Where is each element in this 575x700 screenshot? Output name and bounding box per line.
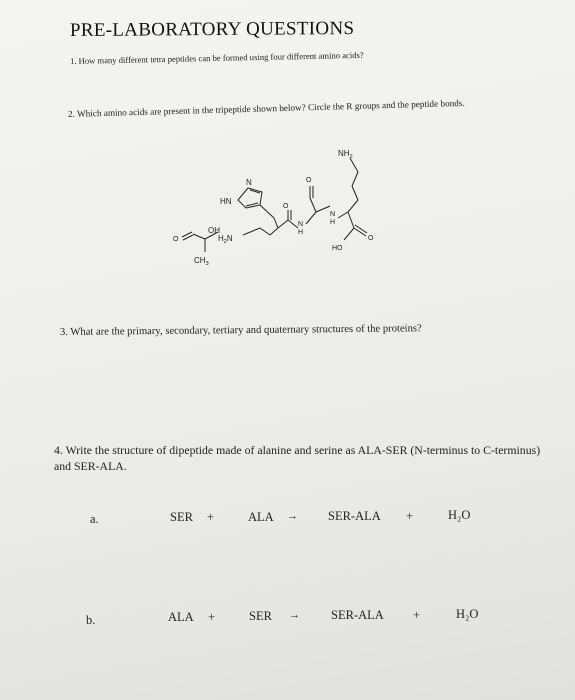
- question-3: 3. What are the primary, secondary, tertiary and quaternary structures of the proteins?: [59, 323, 422, 338]
- label-ch3: $CH_3$: [194, 256, 209, 267]
- label-ho: HO: [332, 245, 343, 252]
- question-2: 2. Which amino acids are present in the tripeptide shown below? Circle the R groups and the peptide bonds.: [67, 97, 465, 119]
- question-1: 1. How many different tetra peptides can be formed using four different amino acids?: [69, 49, 364, 66]
- label-o-4: O: [368, 235, 374, 242]
- eq-a-water: H₂O: [448, 508, 471, 522]
- eq-a-reactant-2: ALA: [248, 510, 274, 524]
- label-n-amide-2: N: [330, 211, 336, 218]
- label-h2n: $H_2N$: [218, 234, 233, 245]
- eq-a-reactant-1: SER: [170, 510, 193, 524]
- eq-b-plus-1: +: [208, 610, 216, 624]
- eq-a-arrow: →: [287, 510, 298, 522]
- side-chain-bond: [274, 218, 278, 228]
- label-ring-n: N: [246, 178, 252, 187]
- eq-b-reactant-2: SER: [249, 609, 272, 623]
- eq-b-arrow: →: [289, 609, 300, 621]
- backbone-bond: [193, 234, 205, 239]
- label-n-amide-1: N: [298, 221, 304, 228]
- label-o-1: O: [306, 177, 312, 184]
- eq-a-product: SER-ALA: [328, 509, 381, 523]
- label-hn: HN: [220, 197, 232, 206]
- tripeptide-structure: [160, 140, 410, 270]
- eq-b-reactant-1: ALA: [168, 610, 194, 624]
- option-a-letter: a.: [90, 512, 99, 526]
- label-o-3: O: [173, 236, 179, 243]
- label-o-2: O: [283, 203, 289, 210]
- eq-b-product: SER-ALA: [331, 608, 384, 622]
- question-4: 4. Write the structure of dipeptide made of alanine and serine as ALA-SER (N-terminus to C-terminus) and SER-ALA.: [54, 443, 541, 473]
- eq-b-water: H₂O: [456, 607, 479, 621]
- label-oh: OH: [208, 226, 220, 235]
- page-title: PRE-LABORATORY QUESTIONS: [69, 18, 355, 41]
- eq-b-plus-2: +: [413, 608, 421, 622]
- label-h-amide-1: H: [298, 229, 304, 236]
- option-b-letter: b.: [86, 613, 96, 627]
- label-nh2: $NH_2$: [338, 149, 353, 160]
- label-h-amide-2: H: [330, 219, 336, 226]
- eq-a-plus-1: +: [207, 510, 215, 524]
- eq-a-plus-2: +: [406, 509, 414, 523]
